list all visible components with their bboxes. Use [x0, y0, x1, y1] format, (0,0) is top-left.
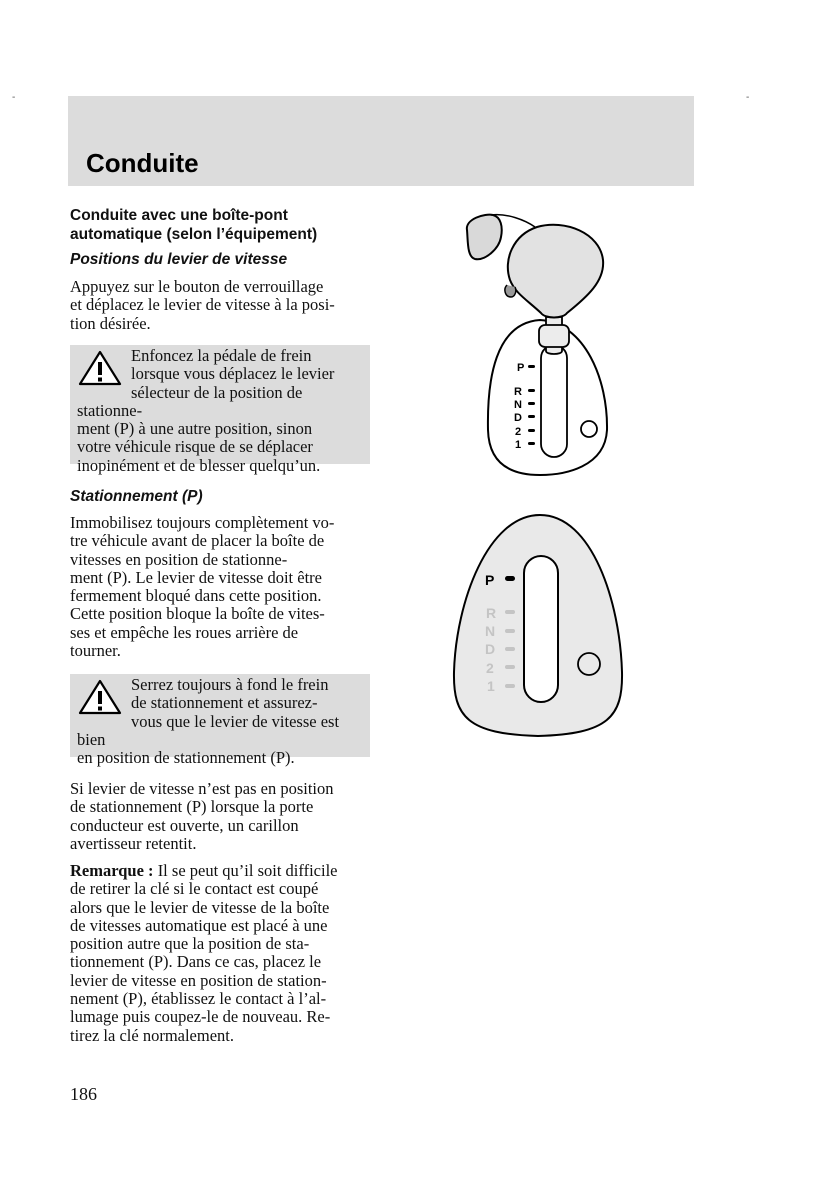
indicator-label-n: N [485, 623, 496, 639]
remark-first-line [70, 862, 370, 880]
section-heading-block [70, 206, 370, 244]
section-heading-line2: automatique (selon l’équipement) [70, 226, 318, 243]
warning-line: Enfoncez la pédale de frein [131, 346, 312, 365]
indicator-tick [505, 665, 515, 669]
parking-line: ment (P). Le levier de vitesse doit être [70, 567, 322, 587]
warning-line: ment (P) à une autre position, sinon [77, 419, 313, 439]
remark-label: Remarque : [70, 861, 154, 880]
intro-line: et déplacez le levier de vitesse à la posi- [70, 295, 335, 315]
remark-line: lumage puis coupez-le de nouveau. Re- [70, 1007, 331, 1027]
warning-triangle-icon [77, 349, 123, 387]
indicator-tick [505, 629, 515, 633]
indicator-label-r: R [486, 605, 497, 621]
parking-paragraph [70, 514, 370, 660]
warning-triangle-icon [77, 678, 123, 716]
remark-line: alors que le levier de vitesse de la boîte [70, 897, 330, 917]
indicator-label-1: 1 [487, 678, 495, 694]
parking-heading: Stationnement (P) [70, 488, 203, 505]
gear-label-r: R [514, 386, 522, 398]
parking-line: Cette position bloque la boîte de vites- [70, 604, 325, 624]
chime-line: Si levier de vitesse n’est pas en position [70, 779, 334, 798]
gear-label-d: D [514, 412, 522, 424]
remark-line: de vitesses automatique est placé à une [70, 915, 328, 935]
warning-box-brake [70, 345, 370, 475]
parking-line: vitesses en position de stationne- [70, 549, 288, 569]
remark-first-line-rest: Il se peut qu’il soit difficile [153, 861, 338, 880]
intro-paragraph [70, 278, 370, 333]
chime-paragraph [70, 780, 370, 853]
gear-label-2: 2 [515, 426, 522, 438]
parking-line: fermement bloqué dans cette position. [70, 586, 322, 606]
gear-tick [528, 429, 535, 432]
indicator-label-d: D [485, 641, 496, 657]
warning-line: inopinément et de blesser quelqu’un. [77, 455, 321, 475]
warning-line: en position de stationnement (P). [77, 748, 295, 768]
indicator-label-2: 2 [486, 660, 494, 676]
intro-line: Appuyez sur le bouton de verrouillage [70, 277, 324, 296]
intro-line: tion désirée. [70, 313, 151, 333]
chapter-title: Conduite [86, 148, 199, 178]
lock-button-icon [578, 653, 600, 675]
warning-line: sélecteur de la position de stationne- [77, 382, 303, 420]
parking-line: Immobilisez toujours complètement vo- [70, 513, 335, 532]
remark-line: tirez la clé normalement. [70, 1025, 235, 1045]
gear-tick [528, 442, 535, 445]
crop-mark: - [12, 92, 16, 103]
page-number: 186 [70, 1084, 97, 1104]
indicator-label-p: P [485, 572, 495, 588]
warning-box-parking-brake [70, 674, 370, 768]
subheading-block [70, 250, 370, 269]
indicator-tick-selected [505, 576, 515, 581]
parking-line: ses et empêche les roues arrière de [70, 622, 299, 642]
parking-line: tourner. [70, 641, 121, 661]
indicator-tick [505, 647, 515, 651]
indicator-tick [505, 684, 515, 688]
chime-line: avertisseur retentit. [70, 833, 197, 853]
chapter-header [68, 96, 694, 186]
gear-label-p: P [517, 362, 525, 374]
remark-line: de retirer la clé si le contact est coupé [70, 879, 319, 899]
gear-tick [528, 415, 535, 418]
parking-heading-block [70, 487, 370, 506]
section-heading-line1: Conduite avec une boîte-pont [70, 207, 288, 224]
subheading-gear-positions: Positions du levier de vitesse [70, 251, 288, 268]
gear-tick [528, 389, 535, 392]
remark-paragraph [70, 862, 370, 1045]
gear-indicator-illustration [448, 512, 628, 740]
remark-line: position autre que la position de sta- [70, 934, 310, 954]
gear-lever-illustration [455, 205, 625, 480]
warning-line: lorsque vous déplacez le levier [131, 364, 335, 384]
chime-line: conducteur est ouverte, un carillon [70, 815, 299, 835]
warning-line: de stationnement et assurez- [131, 693, 318, 713]
chime-line: de stationnement (P) lorsque la porte [70, 797, 314, 817]
parking-line: tre véhicule avant de placer la boîte de [70, 531, 325, 551]
remark-line: nement (P), établissez le contact à l’al- [70, 989, 327, 1009]
indicator-tick [505, 610, 515, 614]
gear-tick [528, 402, 535, 405]
warning-line: Serrez toujours à fond le frein [131, 675, 329, 694]
remark-line: levier de vitesse en position de station- [70, 970, 327, 990]
gear-label-n: N [514, 399, 522, 411]
gear-tick [528, 365, 535, 368]
lock-button-icon [581, 421, 597, 437]
gear-label-1: 1 [515, 439, 522, 451]
warning-line: votre véhicule risque de se déplacer [77, 437, 313, 457]
warning-line: vous que le levier de vitesse est bien [77, 711, 340, 749]
remark-line: tionnement (P). Dans ce cas, placez le [70, 952, 322, 972]
crop-mark: - [746, 92, 750, 103]
